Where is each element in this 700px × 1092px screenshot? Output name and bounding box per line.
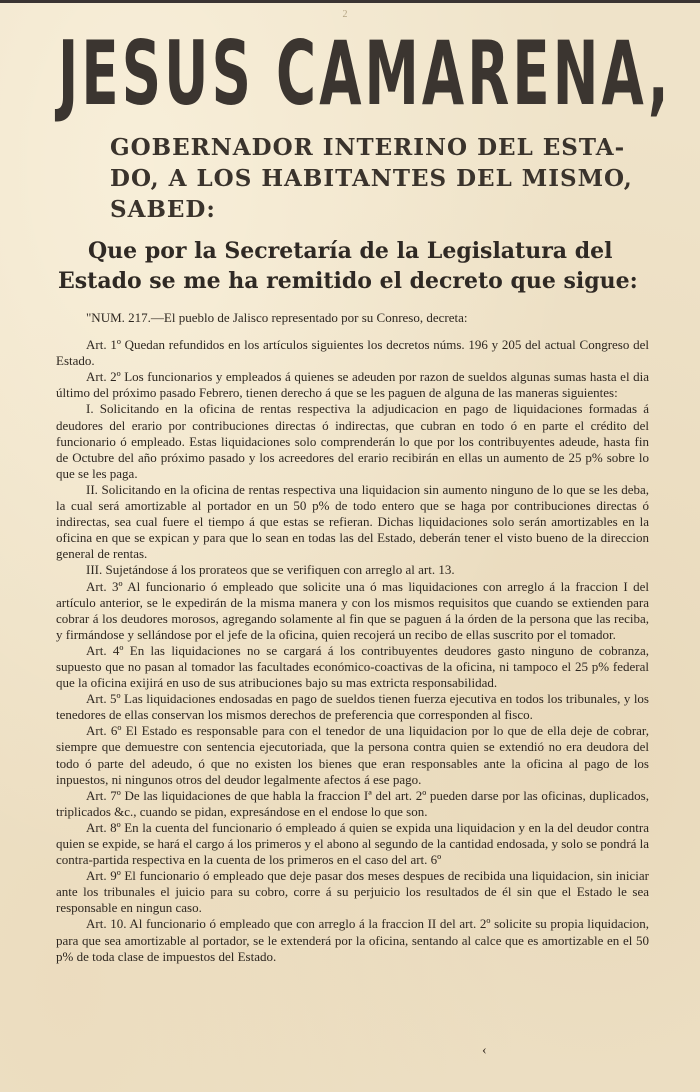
subtitle-line: DO, A LOS HABITANTES DEL MISMO,	[110, 165, 633, 192]
ink-mark: ‹	[482, 1043, 487, 1058]
document-title: JESUS CAMARENA,	[58, 22, 672, 125]
subtitle-line: GOBERNADOR INTERINO DEL ESTA-	[110, 134, 626, 161]
article-2-fraction-3: III. Sujetándose á los prorateos que se verifiquen con arreglo al art. 13.	[86, 562, 455, 578]
article-2: Art. 2º Los funcionarios y empleados á quienes se adeuden por razon de sueldos algunas sumas hasta el dia último del próximo pasado Febrero, tienen derecho á que se les paguen de alguna de las maneras siguientes:	[56, 369, 649, 401]
article-1: Art. 1º Quedan refundidos en los artículos siguientes los decretos núms. 196 y 205 del actual Congreso del Estado.	[56, 337, 649, 369]
intro-heading	[58, 236, 658, 296]
article-9: Art. 9º El funcionario ó empleado que deje pasar dos meses despues de recibida una liquidacion, sin iniciar ante los tribunales el juicio para su cobro, corre á su perjuicio los resultados de él sin que el Estado le sea responsable en ningun caso.	[56, 868, 649, 916]
decree-header: "NUM. 217.—El pueblo de Jalisco representado por su Conreso, decreta:	[86, 310, 468, 325]
decree-body	[56, 310, 649, 965]
intro-line: Que por la Secretaría de la Legislatura del	[88, 238, 613, 264]
article-7: Art. 7º De las liquidaciones de que habla la fraccion Iª del art. 2º pueden darse por las oficinas, duplicados, triplicados &c., cuando se pidan, expresándose en el endose lo que son.	[56, 787, 649, 819]
article-4: Art. 4º En las liquidaciones no se cargará á los contribuyentes deudores gasto ninguno de cobranza, supuesto que no pasan al tomador las facultades económico-coactivas de la oficina, ni tampoco el 25 p% federal que la oficina exijirá en uso de sus atribuciones bajo su mas extricta responsabilidad.	[56, 642, 649, 691]
page-folio: 2	[342, 9, 348, 20]
article-2-fraction-1: I. Solicitando en la oficina de rentas respectiva la adjudicacion en pago de liquidaciones formadas á deudores del erario por contribuciones directas ó indirectas, que cubran en todo ó en parte el crédito del funcionario ó empleado. Estas liquidaciones solo comprenderán lo que por los contribuyentes adeude, hasta fin de Octubre del año próximo pasado y los acreedores del erario recibirán en ellas un aumento de 25 p% sobre lo que se les paga.	[56, 401, 649, 481]
intro-line: Estado se me ha remitido el decreto que sigue:	[58, 268, 638, 294]
article-10: Art. 10. Al funcionario ó empleado que con arreglo á la fraccion II del art. 2º solicite su propia liquidacion, para que sea amortizable al portador, se le extenderá por la oficina, sentando al calce que es amortizable en el 50 p% de toda clase de impuestos del Estado.	[56, 916, 649, 964]
article-6: Art. 6º El Estado es responsable para con el tenedor de una liquidacion por lo que de ella deje de cobrar, siempre que demuestre con sentencia ejecutoriada, que la persona contra quien se extendió no era deudora del todo ó parte del adeudo, ó que no existen los bienes que eran responsables ante la oficina al pago de los inpuestos, ni ningunos otros del deudor legalmente afectos á ese pago.	[56, 723, 649, 787]
article-5: Art. 5º Las liquidaciones endosadas en pago de sueldos tienen fuerza ejecutiva en todos los tribunales, y los tenedores de ellas conservan los mismos derechos de preferencia que corresponden al fisco.	[56, 691, 649, 723]
article-3: Art. 3º Al funcionario ó empleado que solicite una ó mas liquidaciones con arreglo á la fraccion I del artículo anterior, se le expedirán de la misma manera y con los mismos requisitos que cuando se extienden para cobrar á los deudores morosos, agregando solamente al fin que se paguen á la órden de la persona que las reciba, y firmándose y sellándose por el jefe de la oficina, quien recojerá un recibo de ellas suscrito por el tomador.	[56, 578, 649, 642]
article-2-fraction-2: II. Solicitando en la oficina de rentas respectiva una liquidacion sin aumento ninguno de lo que se les deba, la cual será amortizable al portador en un 50 p% de todo entero que se haga por contribuciones directas ó indirectas, sea cual fuere el tiempo á que estas se refieran. Dichas liquidaciones solo serán amortizables en la oficina en que se expican y para que lo sean en todas las del Estado, deberán tener el visto bueno de la direccion general de rentas.	[56, 481, 649, 562]
document-subtitle	[110, 132, 670, 225]
subtitle-line: SABED:	[110, 196, 216, 223]
article-8: Art. 8º En la cuenta del funcionario ó empleado á quien se expida una liquidacion y en la del deudor contra quien se expide, se hará el cargo á los primeros y el abono al segundo de la cantidad endosada, y solo se pondrá la contra-partida respectiva en la cuenta de los primeros en el caso del art. 6º	[56, 819, 649, 868]
